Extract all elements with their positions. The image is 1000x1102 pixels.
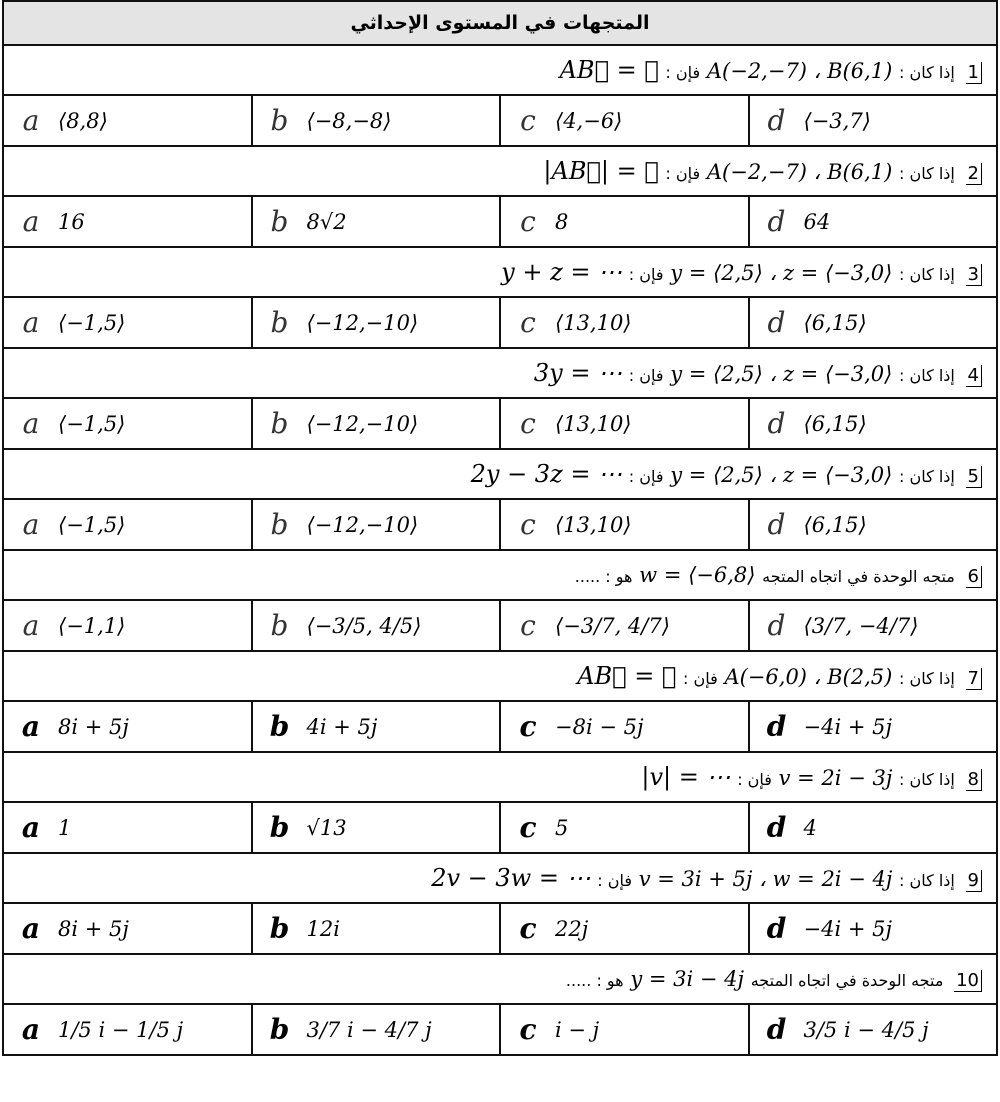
answer-option-a[interactable] bbox=[3, 1004, 252, 1055]
question-then: فإن : bbox=[628, 467, 664, 486]
option-value: −4i + 5j bbox=[803, 714, 892, 739]
answer-option-c[interactable] bbox=[500, 398, 749, 449]
answer-row bbox=[3, 701, 997, 752]
question-condition: A(−6,0) ، B(2,5) bbox=[724, 665, 893, 689]
answer-option-a[interactable] bbox=[3, 802, 252, 853]
option-value: 22j bbox=[555, 916, 589, 941]
option-letter: b bbox=[270, 204, 289, 238]
answer-option-a[interactable] bbox=[3, 196, 252, 247]
question-expression: AB⃗ = ⋯ bbox=[559, 56, 659, 84]
option-value: −8i − 5j bbox=[555, 714, 644, 739]
option-letter: a bbox=[22, 608, 40, 642]
option-value: ⟨13,10⟩ bbox=[555, 411, 632, 436]
option-value: ⟨6,15⟩ bbox=[803, 512, 867, 537]
option-value: 4 bbox=[803, 815, 817, 840]
option-value: ⟨−1,5⟩ bbox=[58, 411, 126, 436]
option-letter: a bbox=[22, 305, 40, 339]
question-number: 10 bbox=[954, 970, 982, 992]
answer-row bbox=[3, 1004, 997, 1055]
option-value: 1 bbox=[58, 815, 72, 840]
option-letter: d bbox=[766, 810, 787, 844]
answer-option-b[interactable] bbox=[252, 499, 501, 550]
answer-option-d[interactable] bbox=[749, 600, 998, 651]
answer-option-c[interactable] bbox=[500, 196, 749, 247]
option-letter: b bbox=[269, 810, 290, 844]
option-letter: a bbox=[21, 810, 41, 844]
question-expression: y + z = ⋯ bbox=[501, 258, 623, 286]
option-value: √13 bbox=[306, 815, 347, 840]
worksheet bbox=[2, 0, 998, 1056]
option-letter: b bbox=[270, 305, 289, 339]
answer-option-a[interactable] bbox=[3, 903, 252, 954]
question-number: 5 bbox=[966, 466, 982, 488]
question-intro: إذا كان : bbox=[899, 164, 955, 183]
question-number: 7 bbox=[966, 668, 982, 690]
option-value: 8i + 5j bbox=[58, 916, 129, 941]
question-text bbox=[3, 651, 997, 701]
question-row bbox=[3, 247, 997, 297]
option-value: 3/7 i − 4/7 j bbox=[306, 1017, 432, 1042]
answer-option-b[interactable] bbox=[252, 398, 501, 449]
answer-option-b[interactable] bbox=[252, 196, 501, 247]
answer-option-b[interactable] bbox=[252, 1004, 501, 1055]
question-number: 9 bbox=[966, 870, 982, 892]
option-value: ⟨6,15⟩ bbox=[803, 310, 867, 335]
option-letter: d bbox=[766, 1012, 787, 1046]
question-condition: A(−2,−7) ، B(6,1) bbox=[706, 160, 893, 184]
option-value: ⟨−1,5⟩ bbox=[58, 512, 126, 537]
question-row bbox=[3, 651, 997, 701]
option-letter: d bbox=[767, 305, 786, 339]
question-row bbox=[3, 348, 997, 398]
answer-row bbox=[3, 95, 997, 146]
question-row bbox=[3, 449, 997, 499]
answer-option-d[interactable] bbox=[749, 802, 998, 853]
answer-option-b[interactable] bbox=[252, 802, 501, 853]
option-letter: c bbox=[520, 608, 536, 642]
answer-option-b[interactable] bbox=[252, 600, 501, 651]
question-intro: متجه الوحدة في اتجاه المتجه bbox=[762, 566, 955, 586]
question-number: 4 bbox=[966, 365, 982, 387]
option-letter: c bbox=[519, 709, 537, 743]
question-text bbox=[3, 954, 997, 1004]
option-value: 16 bbox=[58, 209, 85, 234]
option-letter: b bbox=[269, 1012, 290, 1046]
option-letter: a bbox=[21, 709, 41, 743]
option-value: 1/5 i − 1/5 j bbox=[58, 1017, 184, 1042]
answer-option-c[interactable] bbox=[500, 701, 749, 752]
answer-option-a[interactable] bbox=[3, 297, 252, 348]
question-row bbox=[3, 146, 997, 196]
option-value: ⟨−3,7⟩ bbox=[803, 108, 871, 133]
option-letter: a bbox=[22, 507, 40, 541]
question-then: فإن : bbox=[665, 164, 701, 183]
question-number: 3 bbox=[966, 264, 982, 286]
option-letter: d bbox=[766, 911, 787, 945]
question-intro: إذا كان : bbox=[899, 467, 955, 486]
option-letter: c bbox=[520, 103, 536, 137]
questions-table bbox=[2, 0, 998, 1056]
question-then: فإن : bbox=[628, 366, 664, 385]
question-expression: |v| = ⋯ bbox=[641, 763, 731, 791]
option-letter: d bbox=[766, 709, 787, 743]
question-row bbox=[3, 45, 997, 95]
answer-option-d[interactable] bbox=[749, 499, 998, 550]
question-intro: إذا كان : bbox=[899, 871, 955, 890]
question-text bbox=[3, 45, 997, 95]
option-letter: c bbox=[520, 507, 536, 541]
answer-option-a[interactable] bbox=[3, 701, 252, 752]
option-letter: a bbox=[21, 911, 41, 945]
question-number: 1 bbox=[966, 62, 982, 84]
answer-option-c[interactable] bbox=[500, 297, 749, 348]
option-value: ⟨6,15⟩ bbox=[803, 411, 867, 436]
option-letter: c bbox=[520, 204, 536, 238]
answer-row bbox=[3, 600, 997, 651]
option-value: i − j bbox=[555, 1017, 600, 1042]
option-value: 12i bbox=[306, 916, 340, 941]
question-text bbox=[3, 853, 997, 903]
question-condition: w = ⟨−6,8⟩ bbox=[639, 562, 756, 587]
question-intro: متجه الوحدة في اتجاه المتجه bbox=[750, 970, 944, 990]
question-number: 2 bbox=[966, 163, 982, 185]
option-letter: a bbox=[22, 204, 40, 238]
question-intro: إذا كان : bbox=[899, 770, 955, 789]
answer-row bbox=[3, 398, 997, 449]
question-expression: 3y = ⋯ bbox=[533, 359, 623, 387]
question-number: 6 bbox=[966, 566, 982, 588]
answer-option-c[interactable] bbox=[500, 95, 749, 146]
question-expression: AB⃗ = ⋯ bbox=[577, 662, 677, 690]
option-letter: a bbox=[22, 406, 40, 440]
answer-row bbox=[3, 196, 997, 247]
question-condition: v = 3i + 5j ، w = 2i − 4j bbox=[638, 867, 893, 891]
question-intro: إذا كان : bbox=[899, 265, 955, 284]
answer-option-a[interactable] bbox=[3, 398, 252, 449]
option-letter: d bbox=[767, 204, 786, 238]
option-letter: b bbox=[270, 406, 289, 440]
page-title: المتجهات في المستوى الإحداثي bbox=[3, 1, 997, 45]
option-letter: c bbox=[519, 911, 537, 945]
answer-option-c[interactable] bbox=[500, 903, 749, 954]
question-text bbox=[3, 247, 997, 297]
answer-option-d[interactable] bbox=[749, 95, 998, 146]
option-letter: a bbox=[22, 103, 40, 137]
option-value: ⟨−1,1⟩ bbox=[58, 613, 126, 638]
answer-option-b[interactable] bbox=[252, 297, 501, 348]
question-then: فإن : bbox=[665, 63, 701, 82]
question-intro: إذا كان : bbox=[899, 63, 955, 82]
answer-row bbox=[3, 297, 997, 348]
answer-option-d[interactable] bbox=[749, 196, 998, 247]
question-then: هو : ..... bbox=[574, 566, 633, 586]
option-letter: d bbox=[767, 103, 786, 137]
option-value: ⟨−3/5, 4/5⟩ bbox=[306, 613, 422, 638]
question-intro: إذا كان : bbox=[899, 669, 955, 688]
question-text bbox=[3, 348, 997, 398]
option-value: ⟨4,−6⟩ bbox=[555, 108, 623, 133]
question-then: فإن : bbox=[683, 669, 718, 688]
option-value: 3/5 i − 4/5 j bbox=[803, 1017, 929, 1042]
option-value: ⟨−12,−10⟩ bbox=[306, 411, 419, 436]
question-then: فإن : bbox=[628, 265, 664, 284]
question-row bbox=[3, 752, 997, 802]
option-letter: c bbox=[519, 1012, 537, 1046]
option-letter: b bbox=[269, 709, 290, 743]
question-then: فإن : bbox=[597, 871, 632, 890]
question-then: هو : ..... bbox=[565, 970, 624, 990]
question-row bbox=[3, 550, 997, 600]
question-condition: y = ⟨2,5⟩ ، z = ⟨−3,0⟩ bbox=[670, 261, 893, 285]
title-row bbox=[3, 1, 997, 45]
option-value: 5 bbox=[555, 815, 569, 840]
question-condition: v = 2i − 3j bbox=[778, 766, 893, 790]
answer-option-c[interactable] bbox=[500, 499, 749, 550]
question-row bbox=[3, 853, 997, 903]
option-letter: c bbox=[520, 305, 536, 339]
option-letter: c bbox=[520, 406, 536, 440]
answer-option-d[interactable] bbox=[749, 903, 998, 954]
answer-option-c[interactable] bbox=[500, 600, 749, 651]
option-value: ⟨−3/7, 4/7⟩ bbox=[555, 613, 670, 638]
answer-option-d[interactable] bbox=[749, 297, 998, 348]
option-value: 8i + 5j bbox=[58, 714, 129, 739]
answer-option-a[interactable] bbox=[3, 600, 252, 651]
answer-option-b[interactable] bbox=[252, 903, 501, 954]
option-value: 8 bbox=[555, 209, 569, 234]
option-value: ⟨3/7, −4/7⟩ bbox=[803, 613, 919, 638]
answer-option-b[interactable] bbox=[252, 701, 501, 752]
question-intro: إذا كان : bbox=[899, 366, 955, 385]
option-value: ⟨−1,5⟩ bbox=[58, 310, 126, 335]
question-expression: 2v − 3w = ⋯ bbox=[431, 864, 591, 892]
option-letter: b bbox=[270, 507, 289, 541]
question-condition: y = 3i − 4j bbox=[630, 966, 745, 991]
answer-option-a[interactable] bbox=[3, 499, 252, 550]
answer-option-a[interactable] bbox=[3, 95, 252, 146]
question-condition: A(−2,−7) ، B(6,1) bbox=[706, 59, 893, 83]
question-text bbox=[3, 146, 997, 196]
option-value: ⟨13,10⟩ bbox=[555, 512, 632, 537]
answer-option-c[interactable] bbox=[500, 802, 749, 853]
answer-option-d[interactable] bbox=[749, 701, 998, 752]
option-value: ⟨−12,−10⟩ bbox=[306, 310, 419, 335]
answer-row bbox=[3, 499, 997, 550]
option-letter: d bbox=[767, 406, 786, 440]
answer-option-b[interactable] bbox=[252, 95, 501, 146]
question-expression: 2y − 3z = ⋯ bbox=[470, 460, 623, 488]
question-condition: y = ⟨2,5⟩ ، z = ⟨−3,0⟩ bbox=[670, 463, 893, 487]
question-text bbox=[3, 449, 997, 499]
question-text bbox=[3, 550, 997, 600]
answer-option-d[interactable] bbox=[749, 398, 998, 449]
option-value: ⟨−8,−8⟩ bbox=[306, 108, 392, 133]
option-letter: b bbox=[270, 103, 289, 137]
answer-option-c[interactable] bbox=[500, 1004, 749, 1055]
question-number: 8 bbox=[966, 769, 982, 791]
answer-row bbox=[3, 802, 997, 853]
option-letter: d bbox=[767, 608, 786, 642]
question-then: فإن : bbox=[737, 770, 772, 789]
option-letter: d bbox=[767, 507, 786, 541]
option-letter: b bbox=[269, 911, 290, 945]
option-letter: a bbox=[21, 1012, 41, 1046]
answer-option-d[interactable] bbox=[749, 1004, 998, 1055]
option-letter: b bbox=[270, 608, 289, 642]
option-value: ⟨−12,−10⟩ bbox=[306, 512, 419, 537]
question-row bbox=[3, 954, 997, 1004]
option-value: ⟨13,10⟩ bbox=[555, 310, 632, 335]
option-letter: c bbox=[519, 810, 537, 844]
option-value: −4i + 5j bbox=[803, 916, 892, 941]
question-text bbox=[3, 752, 997, 802]
option-value: 4i + 5j bbox=[306, 714, 378, 739]
option-value: 8√2 bbox=[306, 209, 347, 234]
question-condition: y = ⟨2,5⟩ ، z = ⟨−3,0⟩ bbox=[670, 362, 893, 386]
question-expression: |AB⃗| = ⋯ bbox=[543, 157, 659, 185]
answer-row bbox=[3, 903, 997, 954]
option-value: ⟨8,8⟩ bbox=[58, 108, 108, 133]
option-value: 64 bbox=[803, 209, 831, 234]
